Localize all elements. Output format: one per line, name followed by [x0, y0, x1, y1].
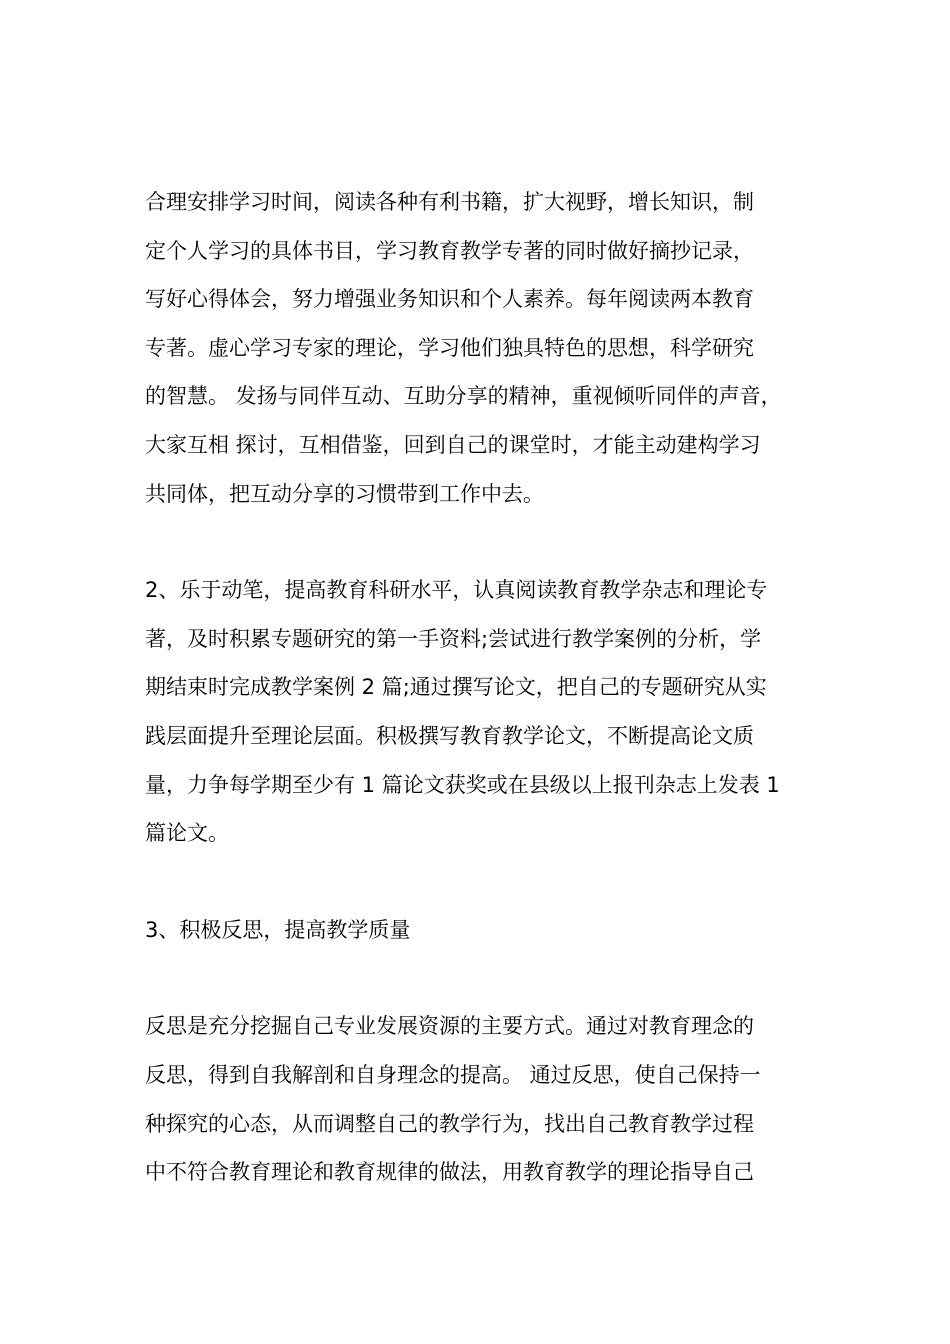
text-line: 著，及时积累专题研究的第一手资料;尝试进行教学案例的分析，学: [145, 626, 762, 651]
text-line: 大家互相 探讨，互相借鉴，回到自己的课堂时，才能主动建构学习: [145, 432, 761, 457]
text-line: 篇论文。: [145, 821, 229, 846]
text-line: 共同体，把互动分享的习惯带到工作中去。: [145, 481, 544, 506]
text-line: 3、积极反思，提高教学质量: [145, 917, 411, 942]
section-heading-reflection: [145, 906, 815, 955]
text-line: 量，力争每学期至少有 1 篇论文获奖或在县级以上报刊杂志上发表 1: [145, 772, 780, 797]
text-line: 反思是充分挖掘自己专业发展资源的主要方式。通过对教育理念的: [145, 1014, 754, 1039]
text-line: 写好心得体会，努力增强业务知识和个人素养。每年阅读两本教育: [145, 287, 754, 312]
text-line: 中不符合教育理论和教育规律的做法，用教育教学的理论指导自己: [145, 1160, 754, 1185]
text-line: 期结束时完成教学案例 2 篇;通过撰写论文，把自己的专题研究从实: [145, 675, 767, 700]
text-line: 反思，得到自我解剖和自身理念的提高。 通过反思，使自己保持一: [145, 1062, 761, 1087]
text-line: 的智慧。 发扬与同伴互动、互助分享的精神，重视倾听同伴的声音，: [145, 384, 782, 409]
text-line: 合理安排学习时间，阅读各种有利书籍，扩大视野，增长知识，制: [145, 190, 754, 214]
paragraph-reflection: [145, 1002, 815, 1196]
text-line: 种探究的心态，从而调整自己的教学行为，找出自己教育教学过程: [145, 1111, 754, 1136]
paragraph-research-writing: [145, 566, 815, 858]
document-body: [145, 178, 815, 1197]
text-line: 2、乐于动笔，提高教育科研水平，认真阅读教育教学杂志和理论专: [145, 578, 768, 603]
text-line: 定个人学习的具体书目，学习教育教学专著的同时做好摘抄记录，: [145, 238, 754, 263]
paragraph-reading-plan: [145, 178, 815, 518]
text-line: 践层面提升至理论层面。积极撰写教育教学论文，不断提高论文质: [145, 723, 754, 748]
text-line: 专著。虚心学习专家的理论，学习他们独具特色的思想，科学研究: [145, 335, 754, 360]
